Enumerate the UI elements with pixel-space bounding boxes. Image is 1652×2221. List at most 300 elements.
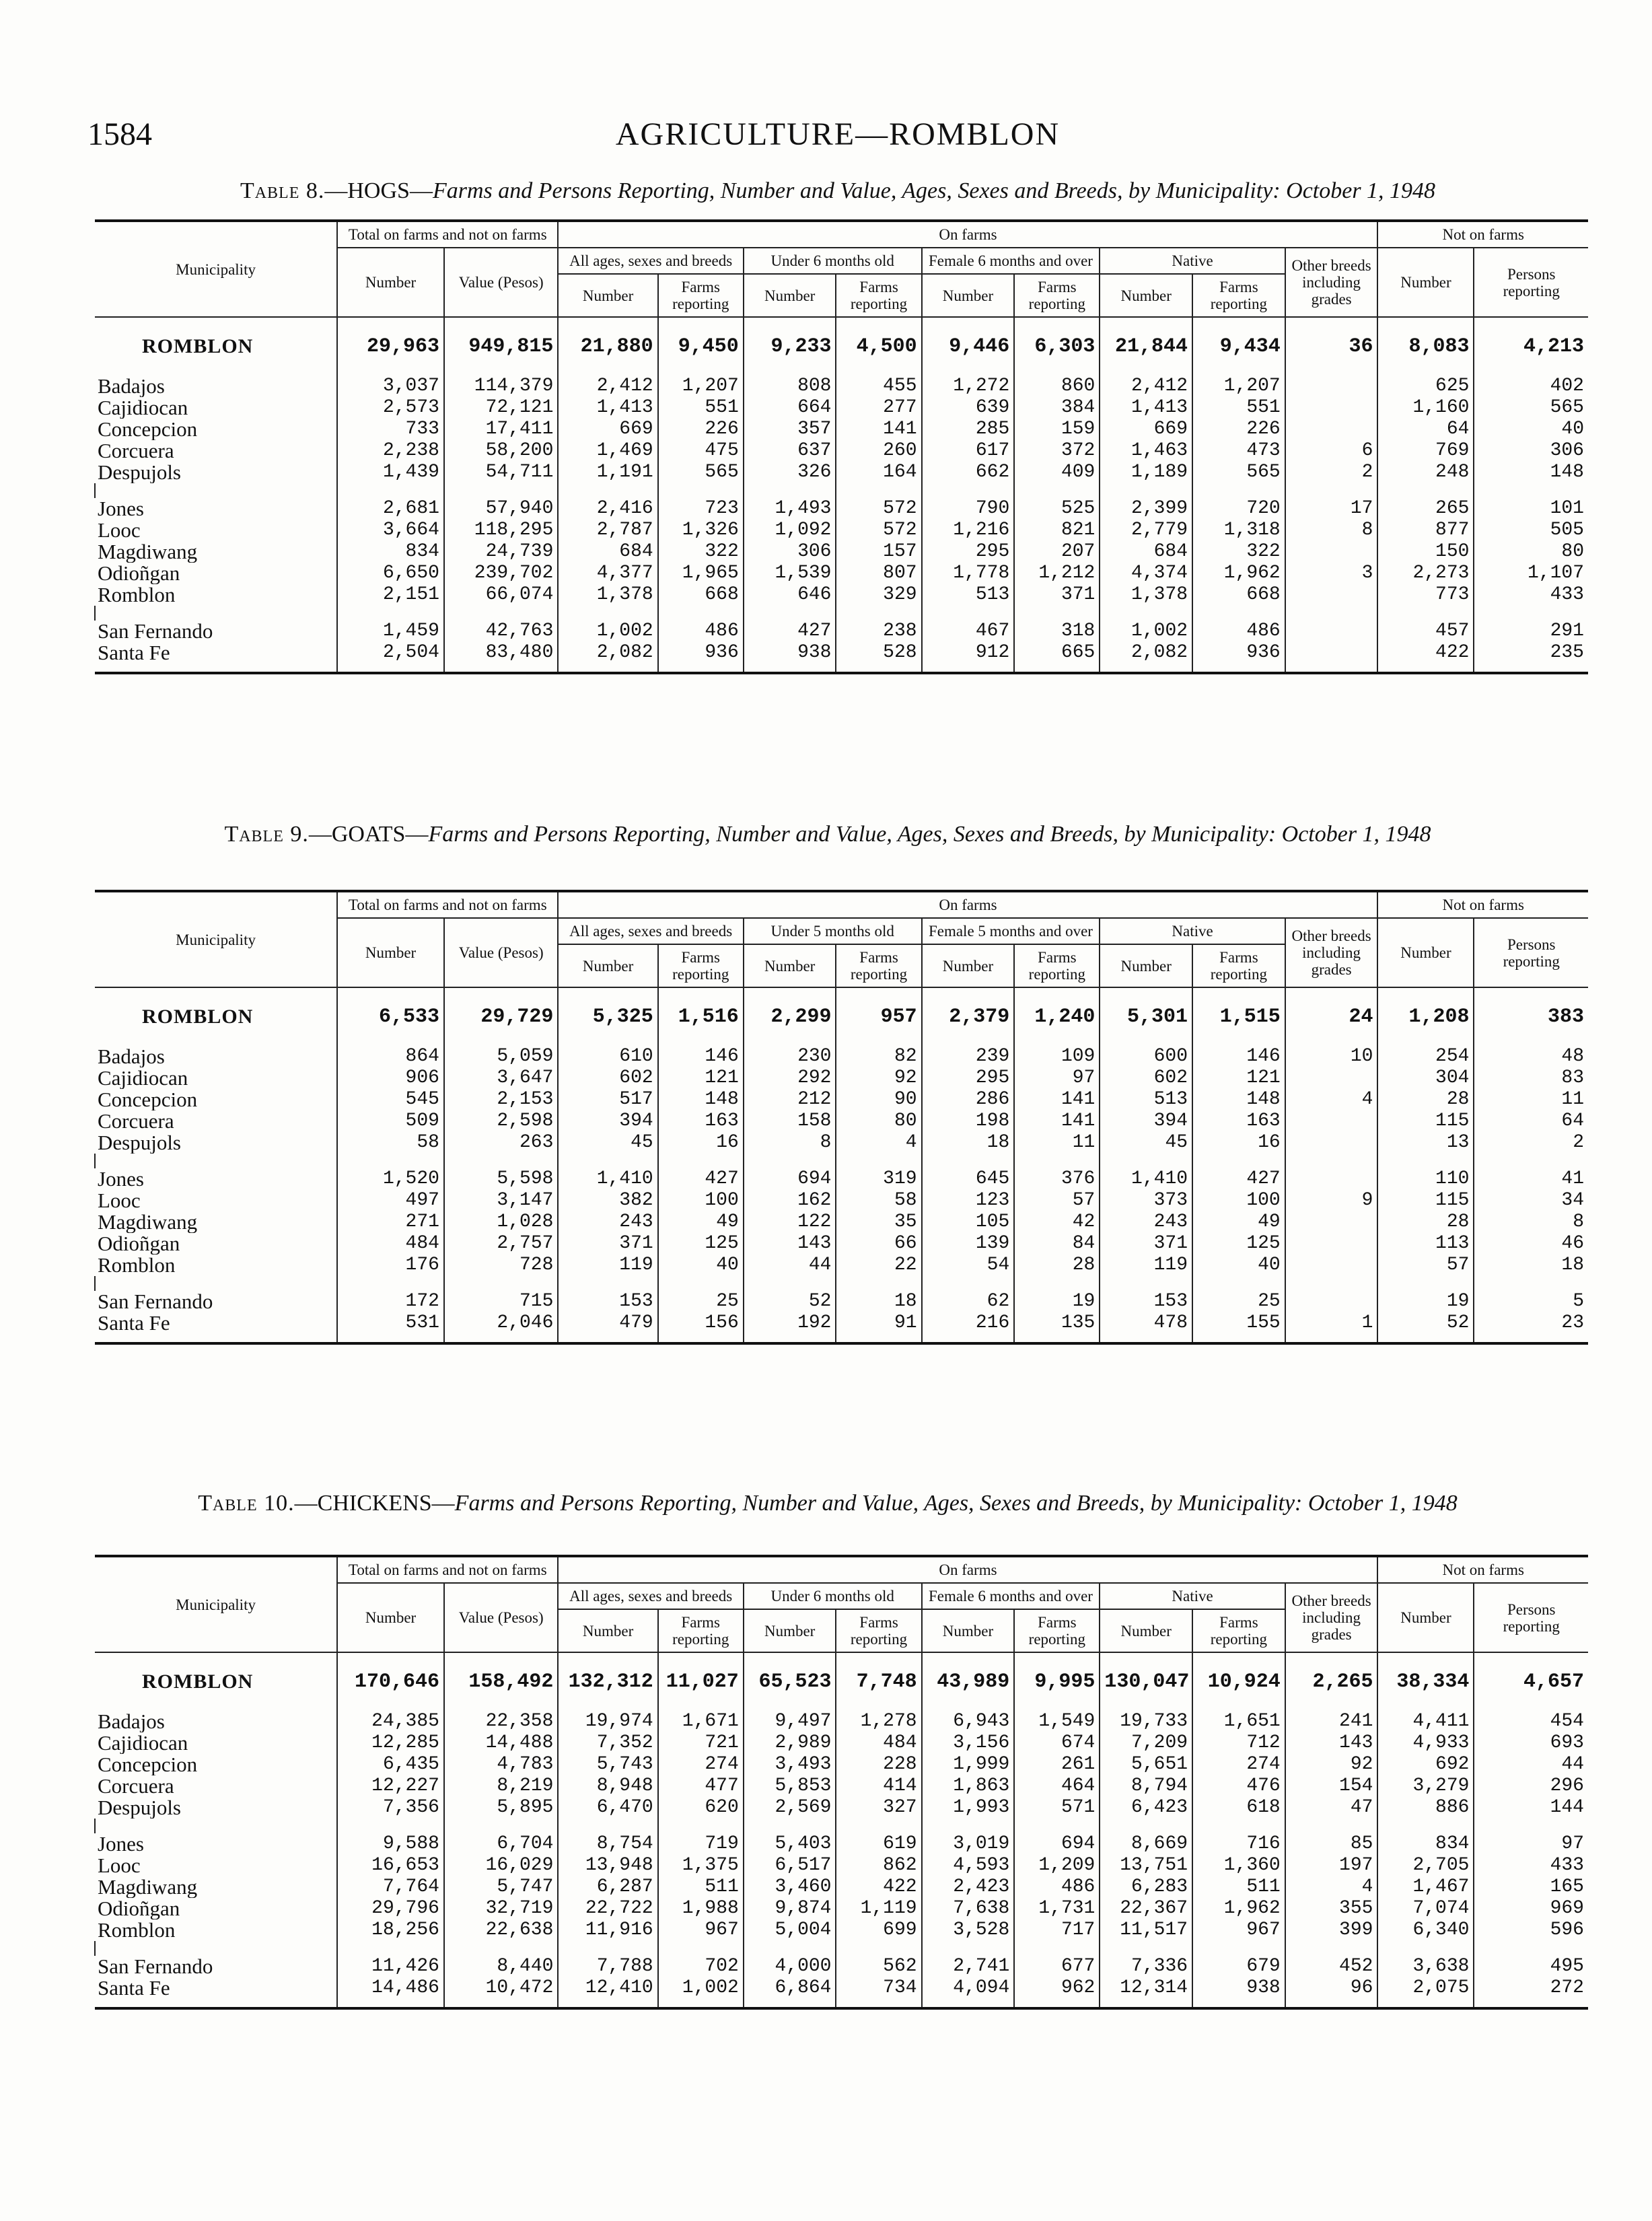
table-row xyxy=(95,1898,1588,1919)
spacer-cell xyxy=(337,1819,444,1833)
cell-value: 157 xyxy=(836,541,921,563)
cell-value: 141 xyxy=(1014,1110,1100,1132)
cell-value: 100 xyxy=(1192,1190,1285,1211)
cell-value: 2,504 xyxy=(337,642,444,673)
col-total-number: Number xyxy=(337,918,444,987)
cell-value: 478 xyxy=(1100,1312,1192,1343)
cell-value: 620 xyxy=(658,1797,744,1819)
cell-value: 371 xyxy=(558,1233,657,1255)
spacer-cell xyxy=(1377,1276,1474,1291)
spacer-cell xyxy=(1192,606,1285,621)
table-row xyxy=(95,1190,1588,1211)
cell-value: 80 xyxy=(836,1110,921,1132)
cell-value: 6,943 xyxy=(922,1711,1015,1732)
cell-value: 143 xyxy=(744,1233,836,1255)
cell-value: 248 xyxy=(1377,462,1474,483)
cell-value: 72,121 xyxy=(444,397,558,419)
cell-value: 5,895 xyxy=(444,1797,558,1819)
table-row xyxy=(95,462,1588,483)
cell-value: 238 xyxy=(836,621,921,642)
cell-value: 3,147 xyxy=(444,1190,558,1211)
cell-value: 373 xyxy=(1100,1190,1192,1211)
spacer-cell xyxy=(836,1276,921,1291)
table-row xyxy=(95,1291,1588,1312)
municipality-name: Jones xyxy=(95,1168,337,1190)
cell-value: 198 xyxy=(922,1110,1015,1132)
group-total: Total on farms and not on farms xyxy=(337,221,558,248)
cell-value: 11 xyxy=(1474,1089,1588,1110)
cell-value: 114,379 xyxy=(444,376,558,397)
cell-value: 669 xyxy=(1100,419,1192,440)
cell-value: 9,497 xyxy=(744,1711,836,1732)
cell-value: 6,283 xyxy=(1100,1876,1192,1898)
cell-value: 694 xyxy=(1014,1833,1100,1855)
cell-value: 562 xyxy=(836,1956,921,1977)
cell-value: 115 xyxy=(1377,1190,1474,1211)
cell-value: 1,999 xyxy=(922,1754,1015,1775)
spacer-cell xyxy=(922,1154,1015,1168)
cell-value: 1,326 xyxy=(658,520,744,541)
cell-value: 790 xyxy=(922,498,1015,520)
cell-value: 625 xyxy=(1377,376,1474,397)
cell-value: 7,638 xyxy=(922,1898,1015,1919)
spacer-cell xyxy=(95,1819,337,1833)
col-total-number: Number xyxy=(337,248,444,317)
table-label: Table 8. xyxy=(240,178,325,203)
cell-value: 19,733 xyxy=(1100,1711,1192,1732)
spacer-cell xyxy=(444,1276,558,1291)
cell-value xyxy=(1285,1132,1378,1154)
spacer-cell xyxy=(922,483,1015,498)
cell-value: 486 xyxy=(1192,621,1285,642)
cell-value: 409 xyxy=(1014,462,1100,483)
cell-value: 7,788 xyxy=(558,1956,657,1977)
spacer-cell xyxy=(558,1276,657,1291)
cell-value: 422 xyxy=(836,1876,921,1898)
cell-value: 322 xyxy=(658,541,744,563)
col-persons-reporting: Persons reporting xyxy=(1474,918,1588,987)
group-spacer xyxy=(95,1819,1588,1833)
cell-value: 4 xyxy=(836,1132,921,1154)
cell-value: 296 xyxy=(1474,1775,1588,1797)
col-number: Number xyxy=(1100,1609,1192,1652)
cell-value: 1,515 xyxy=(1192,987,1285,1046)
cell-value: 694 xyxy=(744,1168,836,1190)
cell-value: 862 xyxy=(836,1855,921,1876)
cell-value: 6,287 xyxy=(558,1876,657,1898)
cell-value: 148 xyxy=(1474,462,1588,483)
cell-value: 1,160 xyxy=(1377,397,1474,419)
cell-value: 2,705 xyxy=(1377,1855,1474,1876)
cell-value: 45 xyxy=(558,1132,657,1154)
group-spacer xyxy=(95,606,1588,621)
spacer-cell xyxy=(1285,1154,1378,1168)
cell-value: 52 xyxy=(1377,1312,1474,1343)
cell-value: 1,863 xyxy=(922,1775,1015,1797)
municipality-name: Corcuera xyxy=(95,440,337,462)
cell-value: 2,573 xyxy=(337,397,444,419)
cell-value: 6,470 xyxy=(558,1797,657,1819)
cell-value: 97 xyxy=(1014,1067,1100,1089)
table-title-goats xyxy=(202,820,1453,849)
group-all-ages: All ages, sexes and breeds xyxy=(558,1583,743,1609)
cell-value: 1,413 xyxy=(558,397,657,419)
cell-value: 665 xyxy=(1014,642,1100,673)
cell-value: 11,517 xyxy=(1100,1919,1192,1941)
cell-value: 2,075 xyxy=(1377,1977,1474,2008)
cell-value: 19 xyxy=(1377,1291,1474,1312)
cell-value: 82 xyxy=(836,1046,921,1067)
table-hogs xyxy=(94,219,1588,674)
municipality-name: Santa Fe xyxy=(95,642,337,673)
page-header xyxy=(87,116,1588,163)
cell-value: 6,517 xyxy=(744,1855,836,1876)
cell-value: 4,000 xyxy=(744,1956,836,1977)
cell-value: 216 xyxy=(922,1312,1015,1343)
cell-value: 1,778 xyxy=(922,563,1015,584)
cell-value: 717 xyxy=(1014,1919,1100,1941)
cell-value: 355 xyxy=(1285,1898,1378,1919)
cell-value: 2,757 xyxy=(444,1233,558,1255)
group-spacer xyxy=(95,1276,1588,1291)
cell-value: 517 xyxy=(558,1089,657,1110)
municipality-name: Badajos xyxy=(95,376,337,397)
cell-value: 154 xyxy=(1285,1775,1378,1797)
cell-value: 45 xyxy=(1100,1132,1192,1154)
col-number: Number xyxy=(744,944,836,987)
cell-value: 197 xyxy=(1285,1855,1378,1876)
cell-value: 146 xyxy=(1192,1046,1285,1067)
cell-value: 4,500 xyxy=(836,317,921,376)
col-farms-reporting: Farms reporting xyxy=(1192,1609,1285,1652)
spacer-cell xyxy=(1285,1819,1378,1833)
cell-value: 5,853 xyxy=(744,1775,836,1797)
cell-value: 3,279 xyxy=(1377,1775,1474,1797)
cell-value: 274 xyxy=(658,1754,744,1775)
cell-value: 2,379 xyxy=(922,987,1015,1046)
col-not-number: Number xyxy=(1377,918,1474,987)
col-number: Number xyxy=(922,1609,1015,1652)
spacer-cell xyxy=(658,1276,744,1291)
spacer-cell xyxy=(1014,1819,1100,1833)
total-row xyxy=(95,987,1588,1046)
cell-value: 2,238 xyxy=(337,440,444,462)
municipality-name: Romblon xyxy=(95,1919,337,1941)
municipality-name: Magdiwang xyxy=(95,1211,337,1233)
table-row xyxy=(95,440,1588,462)
group-not-on-farms: Not on farms xyxy=(1377,221,1588,248)
cell-value: 712 xyxy=(1192,1732,1285,1754)
group-spacer xyxy=(95,483,1588,498)
cell-value: 141 xyxy=(1014,1089,1100,1110)
cell-value: 769 xyxy=(1377,440,1474,462)
cell-value: 2,082 xyxy=(1100,642,1192,673)
cell-value: 962 xyxy=(1014,1977,1100,2008)
spacer-cell xyxy=(836,606,921,621)
cell-value: 565 xyxy=(1192,462,1285,483)
cell-value: 495 xyxy=(1474,1956,1588,1977)
spacer-cell xyxy=(1474,606,1588,621)
table-row xyxy=(95,1711,1588,1732)
municipality-name: Santa Fe xyxy=(95,1312,337,1343)
cell-value: 90 xyxy=(836,1089,921,1110)
cell-value: 1,671 xyxy=(658,1711,744,1732)
cell-value: 610 xyxy=(558,1046,657,1067)
table-chickens xyxy=(94,1555,1588,2010)
cell-value: 967 xyxy=(1192,1919,1285,1941)
cell-value: 4,783 xyxy=(444,1754,558,1775)
spacer-cell xyxy=(337,483,444,498)
cell-value: 484 xyxy=(836,1732,921,1754)
table-row xyxy=(95,584,1588,606)
cell-value: 513 xyxy=(1100,1089,1192,1110)
table-row xyxy=(95,397,1588,419)
cell-value: 1,493 xyxy=(744,498,836,520)
spacer-cell xyxy=(95,1154,337,1168)
cell-value xyxy=(1285,621,1378,642)
cell-value: 125 xyxy=(1192,1233,1285,1255)
cell-value: 1,410 xyxy=(1100,1168,1192,1190)
cell-value: 6,650 xyxy=(337,563,444,584)
cell-value: 119 xyxy=(1100,1255,1192,1276)
table-name: —HOGS— xyxy=(324,178,433,203)
cell-value: 1,092 xyxy=(744,520,836,541)
cell-value: 285 xyxy=(922,419,1015,440)
cell-value: 433 xyxy=(1474,584,1588,606)
cell-value: 1,539 xyxy=(744,563,836,584)
cell-value: 464 xyxy=(1014,1775,1100,1797)
cell-value: 479 xyxy=(558,1312,657,1343)
cell-value: 1,378 xyxy=(558,584,657,606)
spacer-cell xyxy=(1014,483,1100,498)
spacer-cell xyxy=(1285,606,1378,621)
col-persons-reporting: Persons reporting xyxy=(1474,248,1588,317)
cell-value: 274 xyxy=(1192,1754,1285,1775)
cell-value: 1,651 xyxy=(1192,1711,1285,1732)
cell-value: 12,227 xyxy=(337,1775,444,1797)
municipality-name: Looc xyxy=(95,1855,337,1876)
table-label: Table 9. xyxy=(224,822,309,847)
cell-value: 938 xyxy=(744,642,836,673)
cell-value: 11,027 xyxy=(658,1652,744,1711)
cell-value: 8,754 xyxy=(558,1833,657,1855)
cell-value: 158,492 xyxy=(444,1652,558,1711)
cell-value: 148 xyxy=(658,1089,744,1110)
spacer-cell xyxy=(95,483,337,498)
table-subtitle: Farms and Persons Reporting, Number and Value, Ages, Sexes and Breeds, by Municipality: October 1, 1948 xyxy=(432,178,1436,203)
table-row xyxy=(95,498,1588,520)
col-number: Number xyxy=(558,274,657,317)
cell-value: 22,638 xyxy=(444,1919,558,1941)
cell-value: 163 xyxy=(1192,1110,1285,1132)
cell-value: 96 xyxy=(1285,1977,1378,2008)
cell-value: 263 xyxy=(444,1132,558,1154)
data-table xyxy=(94,1555,1588,2010)
cell-value: 702 xyxy=(658,1956,744,1977)
cell-value: 1,360 xyxy=(1192,1855,1285,1876)
cell-value: 473 xyxy=(1192,440,1285,462)
spacer-cell xyxy=(95,606,337,621)
cell-value: 4,411 xyxy=(1377,1711,1474,1732)
cell-value: 7,074 xyxy=(1377,1898,1474,1919)
cell-value: 399 xyxy=(1285,1919,1378,1941)
cell-value: 1,731 xyxy=(1014,1898,1100,1919)
spacer-cell xyxy=(1100,1819,1192,1833)
cell-value: 906 xyxy=(337,1067,444,1089)
cell-value: 10,472 xyxy=(444,1977,558,2008)
cell-value: 9,588 xyxy=(337,1833,444,1855)
municipality-name: Despujols xyxy=(95,462,337,483)
cell-value: 371 xyxy=(1100,1233,1192,1255)
cell-value: 734 xyxy=(836,1977,921,2008)
col-other-breeds: Other breeds including grades xyxy=(1285,1583,1378,1652)
spacer-cell xyxy=(1377,1941,1474,1956)
municipality-name: Odioñgan xyxy=(95,1233,337,1255)
cell-value: 146 xyxy=(658,1046,744,1067)
cell-value: 716 xyxy=(1192,1833,1285,1855)
cell-value: 11,916 xyxy=(558,1919,657,1941)
cell-value: 156 xyxy=(658,1312,744,1343)
cell-value: 25 xyxy=(1192,1291,1285,1312)
cell-value: 35 xyxy=(836,1211,921,1233)
cell-value: 322 xyxy=(1192,541,1285,563)
cell-value: 427 xyxy=(744,621,836,642)
cell-value: 42,763 xyxy=(444,621,558,642)
spacer-cell xyxy=(444,1941,558,1956)
cell-value: 6,303 xyxy=(1014,317,1100,376)
cell-value: 306 xyxy=(1474,440,1588,462)
cell-value: 13 xyxy=(1377,1132,1474,1154)
group-total: Total on farms and not on farms xyxy=(337,1556,558,1583)
spacer-cell xyxy=(922,1819,1015,1833)
cell-value: 24 xyxy=(1285,987,1378,1046)
cell-value: 394 xyxy=(1100,1110,1192,1132)
table-row xyxy=(95,1855,1588,1876)
spacer-cell xyxy=(1377,1154,1474,1168)
cell-value: 808 xyxy=(744,376,836,397)
spacer-cell xyxy=(744,1154,836,1168)
cell-value: 1,549 xyxy=(1014,1711,1100,1732)
group-under: Under 6 months old xyxy=(744,1583,922,1609)
cell-value: 1,378 xyxy=(1100,584,1192,606)
cell-value: 668 xyxy=(658,584,744,606)
spacer-cell xyxy=(1100,1154,1192,1168)
spacer-cell xyxy=(922,1276,1015,1291)
spacer-cell xyxy=(1100,606,1192,621)
cell-value: 54 xyxy=(922,1255,1015,1276)
cell-value: 97 xyxy=(1474,1833,1588,1855)
municipality-name: Looc xyxy=(95,1190,337,1211)
municipality-name: San Fernando xyxy=(95,621,337,642)
municipality-name: ROMBLON xyxy=(95,317,337,376)
cell-value: 176 xyxy=(337,1255,444,1276)
cell-value: 230 xyxy=(744,1046,836,1067)
cell-value: 29,796 xyxy=(337,1898,444,1919)
group-all-ages: All ages, sexes and breeds xyxy=(558,248,743,274)
col-farms-reporting: Farms reporting xyxy=(836,1609,921,1652)
cell-value: 64 xyxy=(1377,419,1474,440)
table-row xyxy=(95,621,1588,642)
page-number: 1584 xyxy=(87,116,152,152)
cell-value: 1,439 xyxy=(337,462,444,483)
col-farms-reporting: Farms reporting xyxy=(1014,274,1100,317)
col-farms-reporting: Farms reporting xyxy=(836,274,921,317)
cell-value: 938 xyxy=(1192,1977,1285,2008)
cell-value xyxy=(1285,1110,1378,1132)
spacer-cell xyxy=(1192,1819,1285,1833)
municipality-name: San Fernando xyxy=(95,1291,337,1312)
cell-value: 1,212 xyxy=(1014,563,1100,584)
cell-value: 2,412 xyxy=(1100,376,1192,397)
cell-value: 43,989 xyxy=(922,1652,1015,1711)
cell-value: 40 xyxy=(658,1255,744,1276)
cell-value: 110 xyxy=(1377,1168,1474,1190)
cell-value: 949,815 xyxy=(444,317,558,376)
cell-value: 545 xyxy=(337,1089,444,1110)
spacer-cell xyxy=(1100,1276,1192,1291)
cell-value: 357 xyxy=(744,419,836,440)
cell-value: 24,739 xyxy=(444,541,558,563)
cell-value: 5 xyxy=(1474,1291,1588,1312)
group-female: Female 6 months and over xyxy=(922,1583,1100,1609)
cell-value: 1,216 xyxy=(922,520,1015,541)
cell-value: 1,962 xyxy=(1192,563,1285,584)
cell-value: 34 xyxy=(1474,1190,1588,1211)
cell-value: 49 xyxy=(658,1211,744,1233)
group-native: Native xyxy=(1100,918,1285,944)
cell-value: 1,467 xyxy=(1377,1876,1474,1898)
table-row xyxy=(95,1067,1588,1089)
municipality-name: Odioñgan xyxy=(95,1898,337,1919)
cell-value: 371 xyxy=(1014,584,1100,606)
col-total-value: Value (Pesos) xyxy=(444,918,558,987)
municipality-name: Concepcion xyxy=(95,1754,337,1775)
municipality-name: Looc xyxy=(95,520,337,541)
cell-value: 1,002 xyxy=(558,621,657,642)
cell-value: 48 xyxy=(1474,1046,1588,1067)
cell-value: 44 xyxy=(744,1255,836,1276)
spacer-cell xyxy=(444,606,558,621)
cell-value: 4,094 xyxy=(922,1977,1015,2008)
cell-value: 277 xyxy=(836,397,921,419)
table-row xyxy=(95,1233,1588,1255)
cell-value: 18 xyxy=(1474,1255,1588,1276)
table-row xyxy=(95,1255,1588,1276)
col-number: Number xyxy=(922,944,1015,987)
cell-value: 455 xyxy=(836,376,921,397)
cell-value: 505 xyxy=(1474,520,1588,541)
cell-value: 2,681 xyxy=(337,498,444,520)
cell-value: 239 xyxy=(922,1046,1015,1067)
cell-value: 571 xyxy=(1014,1797,1100,1819)
cell-value: 477 xyxy=(658,1775,744,1797)
cell-value: 144 xyxy=(1474,1797,1588,1819)
cell-value: 271 xyxy=(337,1211,444,1233)
cell-value: 9 xyxy=(1285,1190,1378,1211)
cell-value: 684 xyxy=(1100,541,1192,563)
cell-value: 49 xyxy=(1192,1211,1285,1233)
cell-value: 3,664 xyxy=(337,520,444,541)
group-not-on-farms: Not on farms xyxy=(1377,891,1588,918)
cell-value: 1,002 xyxy=(1100,621,1192,642)
table-row xyxy=(95,1732,1588,1754)
cell-value: 427 xyxy=(658,1168,744,1190)
col-number: Number xyxy=(558,1609,657,1652)
cell-value: 101 xyxy=(1474,498,1588,520)
spacer-cell xyxy=(1474,483,1588,498)
spacer-cell xyxy=(337,606,444,621)
table-row xyxy=(95,520,1588,541)
